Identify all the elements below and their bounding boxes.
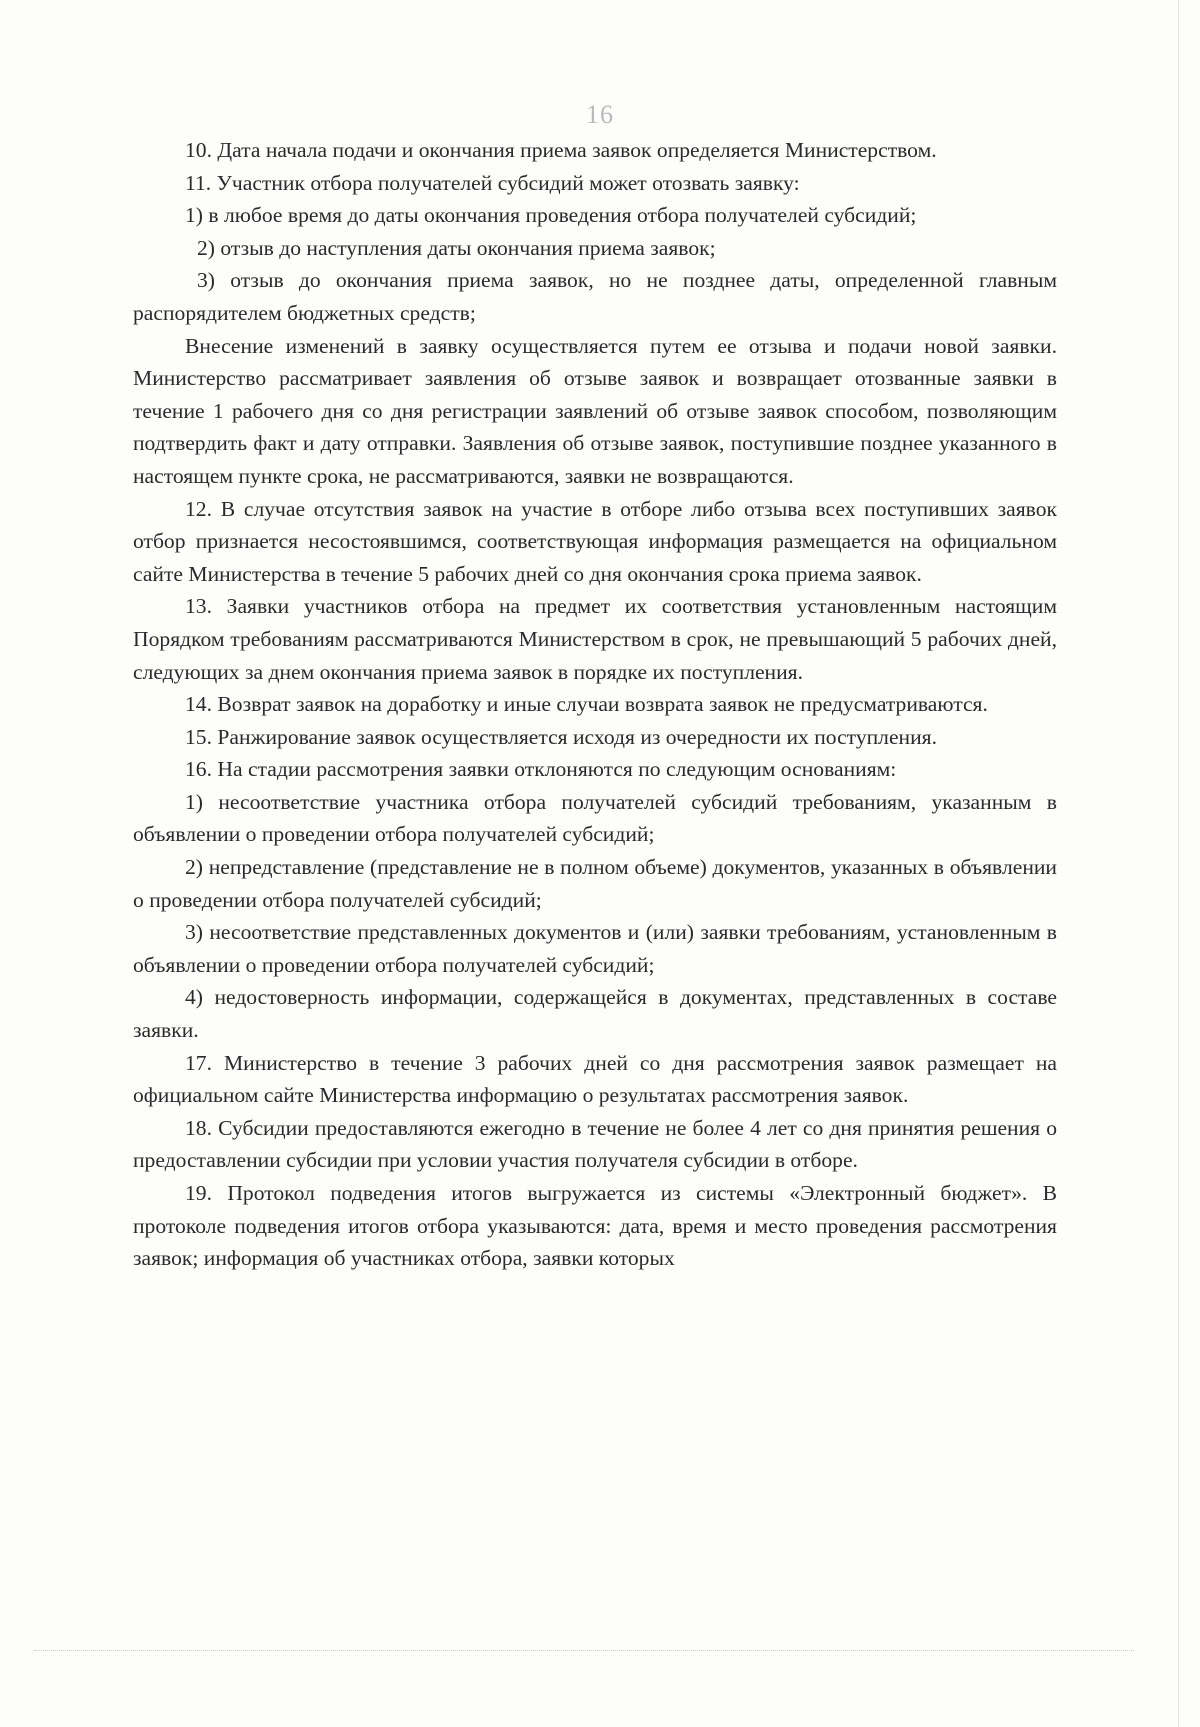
paragraph-15: 15. Ранжирование заявок осуществляется исходя из очередности их поступления. <box>185 724 937 749</box>
paragraph-16: 16. На стадии рассмотрения заявки отклоняются по следующим основаниям: <box>185 757 897 782</box>
paragraph-11-changes: Внесение изменений в заявку осуществляется путем ее отзыва и подачи новой заявки. Министерство рассматривает заявления об отзыве заявок и возвращает отозванные заявки в течение 1 рабочего дня со дня регистрации заявлений об отзыве заявок способом, позволяющим подтвердить факт и дату отправки. Заявления об отзыве заявок, поступившие позднее указанного в настоящем пункте срока, не рассматриваются, заявки не возвращаются. <box>133 333 1057 488</box>
paragraph-16-item-1: 1) несоответствие участника отбора получателей субсидий требованиям, указанным в объявлении о проведении отбора получателей субсидий; <box>133 789 1057 847</box>
right-scan-edge <box>1178 0 1179 1727</box>
paragraph-11-item-1: 1) в любое время до даты окончания проведения отбора получателей субсидий; <box>185 203 917 228</box>
page-number: 16 <box>586 100 614 129</box>
paragraph-11: 11. Участник отбора получателей субсидий может отозвать заявку: <box>185 170 800 195</box>
paragraph-16-item-3: 3) несоответствие представленных документов и (или) заявки требованиям, установленным в объявлении о проведении отбора получателей субсидий; <box>133 920 1057 977</box>
paragraph-18: 18. Субсидии предоставляются ежегодно в течение не более 4 лет со дня принятия решения о предоставлении субсидии при условии участия получателя субсидии в отборе. <box>133 1115 1057 1173</box>
paragraph-12: 12. В случае отсутствия заявок на участие в отборе либо отзыва всех поступивших заявок отбор признается несостоявшимся, соответствующая информация размещается на официальном сайте Министерства в течение 5 рабочих дней со дня окончания срока приема заявок. <box>133 496 1057 586</box>
paragraph-16-item-4: 4) недостоверность информации, содержащейся в документах, представленных в составе заявки. <box>133 985 1057 1043</box>
bottom-scan-line <box>34 1650 1134 1651</box>
paragraph-19: 19. Протокол подведения итогов выгружается из системы «Электронный бюджет». В протоколе подведения итогов отбора указываются: дата, время и место проведения рассмотрения заявок; информация об участниках отбора, заявки которых <box>133 1181 1057 1271</box>
paragraph-11-item-2: 2) отзыв до наступления даты окончания приема заявок; <box>197 235 716 260</box>
paragraph-10: 10. Дата начала подачи и окончания приема заявок определяется Министерством. <box>185 138 937 162</box>
paragraph-16-item-2: 2) непредставление (представление не в полном объеме) документов, указанных в объявлении о проведении отбора получателей субсидий; <box>133 855 1057 912</box>
document-body <box>133 134 1057 1275</box>
paragraph-17: 17. Министерство в течение 3 рабочих дней со дня рассмотрения заявок размещает на официальном сайте Министерства информацию о результатах рассмотрения заявок. <box>133 1050 1057 1108</box>
paragraph-11-item-3: 3) отзыв до окончания приема заявок, но не позднее даты, определенной главным распорядителем бюджетных средств; <box>133 268 1057 325</box>
paragraph-14: 14. Возврат заявок на доработку и иные случаи возврата заявок не предусматриваются. <box>185 692 988 717</box>
paragraph-13: 13. Заявки участников отбора на предмет их соответствия установленным настоящим Порядком требованиям рассматриваются Министерством в срок, не превышающий 5 рабочих дней, следующих за днем окончания приема заявок в порядке их поступления. <box>133 594 1057 684</box>
